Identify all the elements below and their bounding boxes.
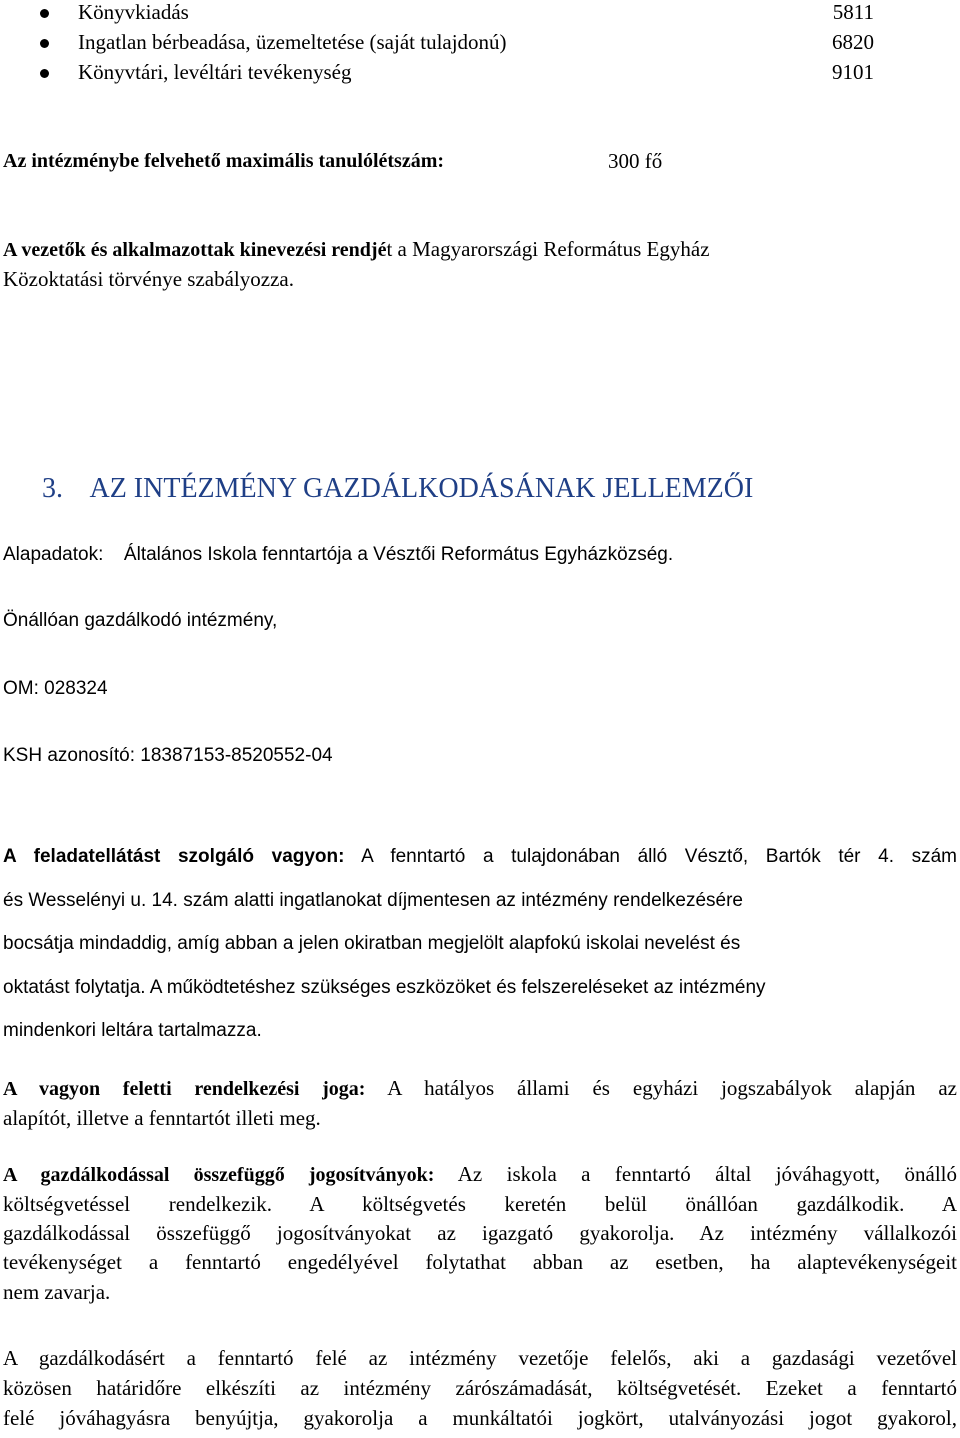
rights-line-3: gazdálkodással összefüggő jogosítványokat az igazgató gyakorolja. Az intézmény vállalkozói	[3, 1221, 957, 1245]
disposal-bold: A vagyon feletti rendelkezési joga:	[3, 1078, 366, 1100]
assets-bold: A feladatellátást szolgáló vagyon:	[3, 846, 345, 867]
bullet-icon	[40, 9, 49, 18]
section-heading	[42, 473, 753, 505]
responsibility-line-3: felé jóváhagyásra benyújtja, gyakorolja a munkáltatói jogkört, utalványozási jogot gyakorol,	[3, 1406, 957, 1430]
section-title: AZ INTÉZMÉNY GAZDÁLKODÁSÁNAK JELLEMZŐI	[89, 473, 754, 504]
basic-data-text: Általános Iskola fenntartója a Vésztői Református Egyházközség.	[123, 544, 674, 565]
basic-data-label: Alapadatok:	[3, 544, 104, 565]
assets-line-2: és Wesselényi u. 14. szám alatti ingatlanokat díjmentesen az intézmény rendelkezésére	[3, 890, 743, 911]
rights-line-1-text: Az iskola a fenntartó által jóváhagyott, önálló	[457, 1162, 958, 1186]
activity-code: 5811	[832, 0, 874, 24]
independent-management: Önállóan gazdálkodó intézmény,	[3, 610, 278, 631]
disposal-line-2: alapítót, illetve a fenntartót illeti meg.	[3, 1106, 321, 1130]
activity-label: Könyvkiadás	[78, 0, 189, 24]
appointment-rest: t a Magyarországi Református Egyház	[386, 237, 710, 261]
responsibility-line-2: közösen határidőre elkészíti az intézmény zárószámadását, költségvetését. Ezeket a fenntartó	[3, 1376, 957, 1400]
assets-line-1	[3, 846, 957, 868]
appointment-line-2: Közoktatási törvénye szabályozza.	[3, 267, 294, 291]
list-item	[0, 60, 960, 90]
activity-label: Könyvtári, levéltári tevékenység	[78, 60, 352, 84]
basic-data-line	[3, 544, 673, 566]
rights-line-5: nem zavarja.	[3, 1280, 111, 1304]
assets-line-4: oktatást folytatja. A működtetéshez szükséges eszközöket és felszereléseket az intézmény	[3, 977, 766, 998]
disposal-line-1	[3, 1076, 957, 1101]
list-item	[0, 0, 960, 30]
max-students-value: 300 fő	[608, 149, 663, 173]
max-students-label: Az intézménybe felvehető maximális tanulólétszám:	[3, 150, 445, 172]
assets-line-1-text: A fenntartó a tulajdonában álló Vésztő, Bartók tér 4. szám	[361, 846, 958, 867]
section-number: 3.	[42, 473, 63, 504]
bullet-icon	[40, 39, 49, 48]
rights-line-1	[3, 1162, 957, 1187]
disposal-line-1-text: A hatályos állami és egyházi jogszabályok alapján az	[387, 1076, 957, 1100]
responsibility-line-1: A gazdálkodásért a fenntartó felé az intézmény vezetője felelős, aki a gazdasági vezetővel	[3, 1346, 957, 1370]
appointment-line-1	[3, 237, 710, 262]
activity-code: 9101	[832, 60, 874, 84]
rights-line-2: költségvetéssel rendelkezik. A költségvetés keretén belül önállóan gazdálkodik. A	[3, 1192, 957, 1216]
list-item	[0, 30, 960, 60]
ksh-identifier: KSH azonosító: 18387153-8520552-04	[3, 745, 333, 766]
om-identifier: OM: 028324	[3, 678, 108, 699]
assets-line-5: mindenkori leltára tartalmazza.	[3, 1020, 262, 1041]
appointment-bold: A vezetők és alkalmazottak kinevezési rendjé	[3, 239, 387, 261]
assets-line-3: bocsátja mindaddig, amíg abban a jelen okiratban megjelölt alapfokú iskolai nevelést és	[3, 933, 741, 954]
activity-label: Ingatlan bérbeadása, üzemeltetése (saját tulajdonú)	[78, 30, 507, 54]
bullet-icon	[40, 69, 49, 78]
activity-code: 6820	[832, 30, 874, 54]
rights-line-4: tevékenységet a fenntartó engedélyével folytathat abban az esetben, ha alaptevékenységeit	[3, 1250, 957, 1274]
rights-bold: A gazdálkodással összefüggő jogosítványok:	[3, 1164, 435, 1186]
